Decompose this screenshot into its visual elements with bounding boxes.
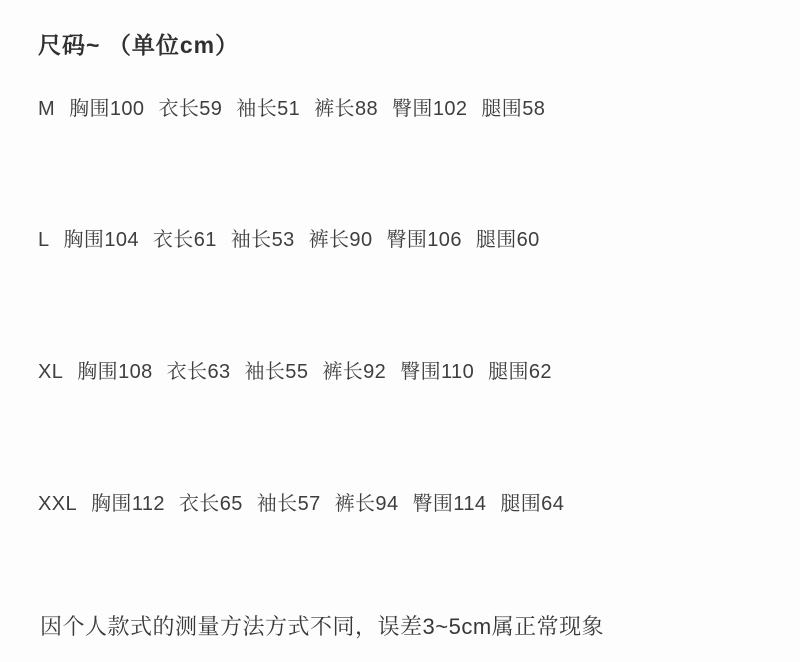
measurement-length: 衣长65 — [178, 493, 243, 515]
measurement-bust: 胸围100 — [69, 98, 145, 120]
measurement-bust: 胸围112 — [91, 493, 165, 515]
measurement-hip: 臀围114 — [412, 493, 487, 515]
measurement-length: 衣长59 — [158, 98, 223, 120]
size-label: M — [38, 98, 56, 120]
tolerance-note: 因个人款式的测量方法方式不同，误差3~5cm属正常现象 — [40, 614, 605, 639]
measurement-hip: 臀围106 — [386, 229, 462, 251]
size-row-xl — [38, 361, 552, 383]
measurement-bust: 胸围104 — [63, 229, 139, 251]
measurement-bust: 胸围108 — [77, 361, 153, 383]
measurement-length: 衣长61 — [152, 229, 217, 251]
measurement-pants: 裤长94 — [334, 493, 399, 515]
measurement-thigh: 腿围64 — [500, 493, 565, 515]
size-label: L — [38, 229, 50, 251]
measurement-thigh: 腿围60 — [475, 229, 540, 251]
measurement-thigh: 腿围58 — [481, 98, 546, 120]
measurement-sleeve: 袖长51 — [236, 98, 301, 120]
measurement-hip: 臀围110 — [400, 361, 475, 383]
measurement-sleeve: 袖长55 — [244, 361, 309, 383]
measurement-sleeve: 袖长53 — [230, 229, 295, 251]
size-chart-title: 尺码~ （单位cm） — [38, 32, 240, 58]
size-label: XL — [38, 361, 64, 383]
measurement-pants: 裤长90 — [308, 229, 373, 251]
size-row-xxl — [38, 493, 564, 515]
measurement-pants: 裤长88 — [314, 98, 379, 120]
measurement-thigh: 腿围62 — [488, 361, 552, 383]
measurement-pants: 裤长92 — [322, 361, 387, 383]
size-row-m — [38, 98, 545, 120]
size-row-l — [38, 229, 540, 251]
measurement-sleeve: 袖长57 — [256, 493, 321, 515]
measurement-length: 衣长63 — [166, 361, 231, 383]
measurement-hip: 臀围102 — [392, 98, 468, 120]
size-label: XXL — [38, 493, 78, 515]
